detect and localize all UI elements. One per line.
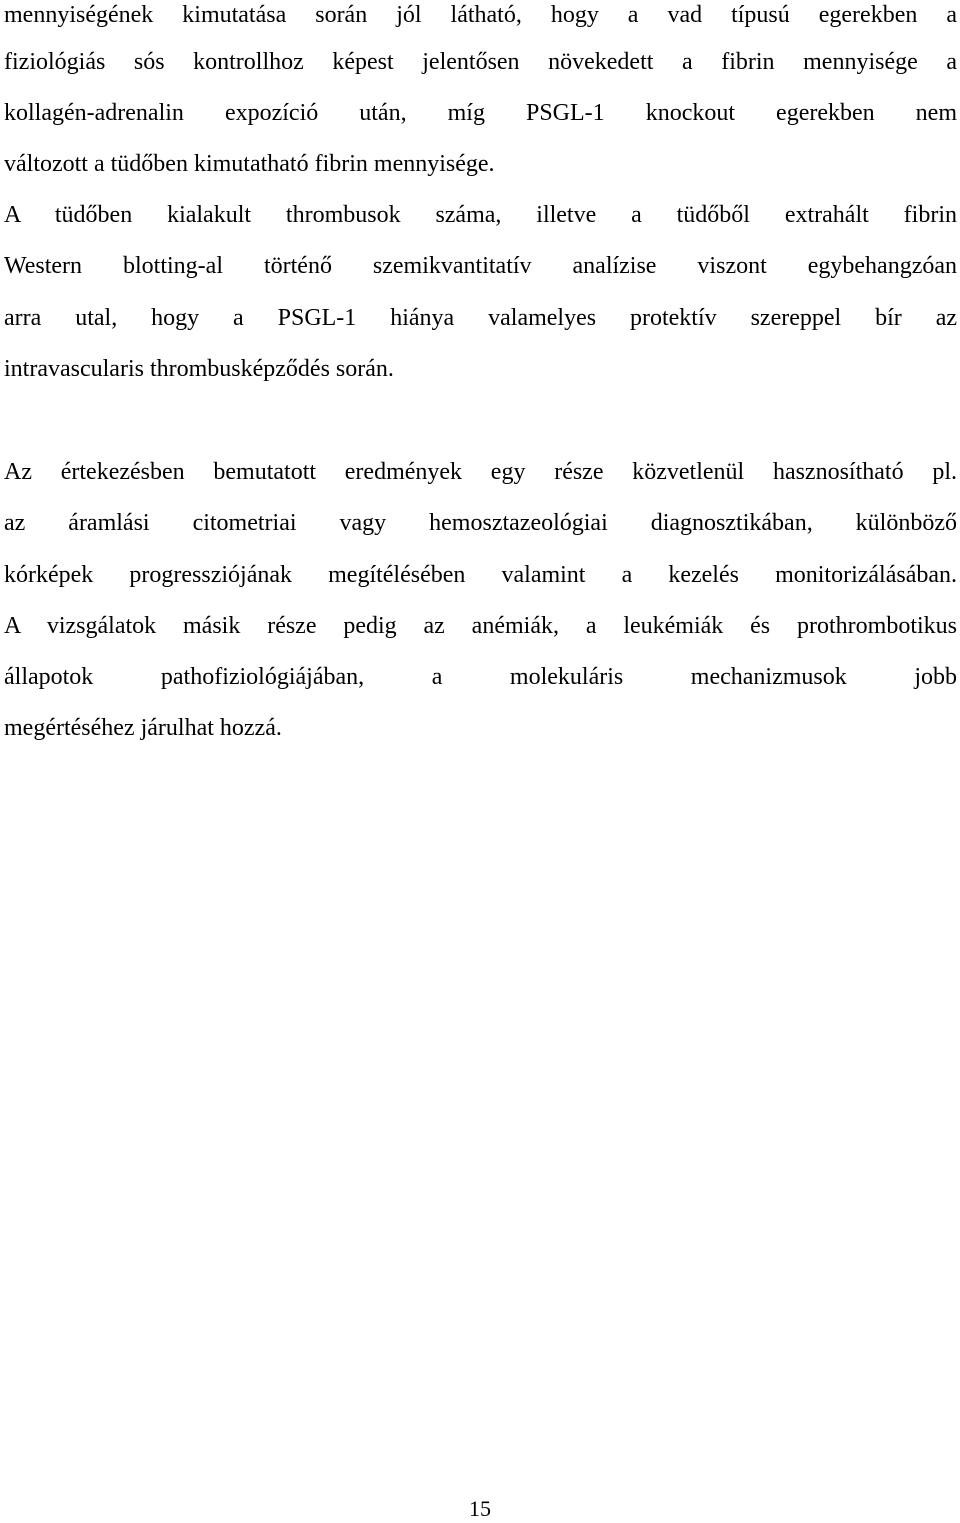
text-line: kórképek progressziójának megítélésében valamint a kezelés monitorizálásában.: [4, 562, 957, 588]
text-line: állapotok pathofiziológiájában, a molekuláris mechanizmusok jobb: [4, 664, 957, 690]
text-line: változott a tüdőben kimutatható fibrin mennyisége.: [4, 151, 495, 177]
text-line: Western blotting-al történő szemikvantitatív analízise viszont egybehangzóan: [4, 253, 957, 279]
text-line: kollagén-adrenalin expozíció után, míg PSGL-1 knockout egerekben nem: [4, 100, 957, 126]
text-line: megértéséhez járulhat hozzá.: [4, 715, 282, 741]
text-line: A tüdőben kialakult thrombusok száma, illetve a tüdőből extrahált fibrin: [4, 202, 957, 228]
text-line: Az értekezésben bemutatott eredmények egy része közvetlenül hasznosítható pl.: [4, 459, 957, 485]
text-line: intravascularis thrombusképződés során.: [4, 356, 394, 382]
page-number: 15: [469, 1496, 491, 1521]
text-line: A vizsgálatok másik része pedig az anémiák, a leukémiák és prothrombotikus: [4, 613, 957, 639]
text-line: az áramlási citometriai vagy hemosztazeológiai diagnosztikában, különböző: [4, 510, 957, 536]
text-line: arra utal, hogy a PSGL-1 hiánya valamelyes protektív szereppel bír az: [4, 305, 957, 331]
text-line: fiziológiás sós kontrollhoz képest jelentősen növekedett a fibrin mennyisége a: [4, 49, 957, 75]
text-line: mennyiségének kimutatása során jól látható, hogy a vad típusú egerekben a: [4, 2, 957, 28]
